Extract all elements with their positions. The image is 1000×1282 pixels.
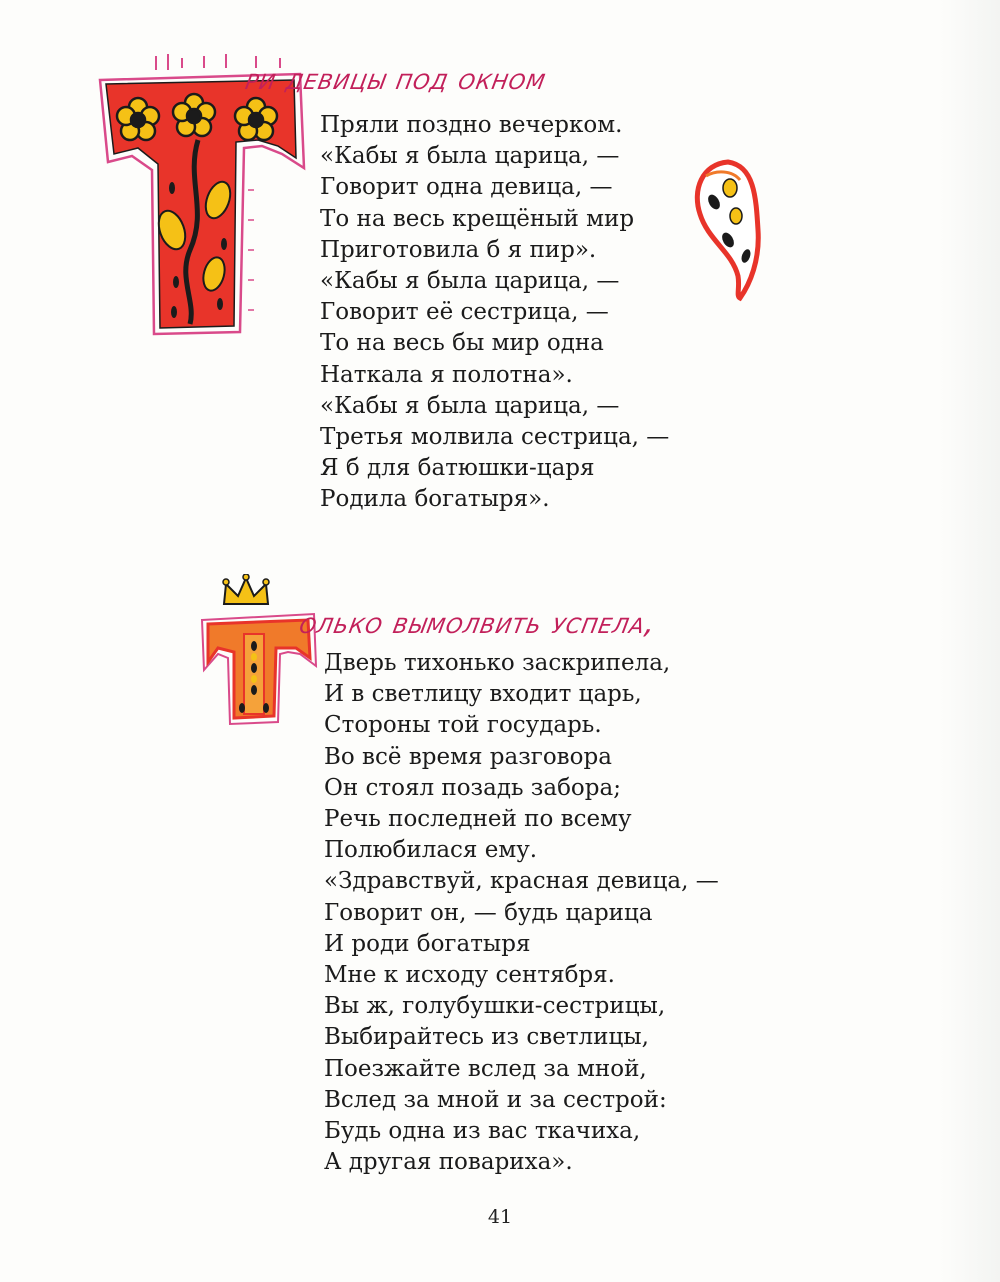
section-1-heading: ри девицы под окном [242, 62, 549, 97]
verse-line: Пряли поздно вечерком. [320, 112, 623, 138]
verse-line: Мне к исходу сентября. [324, 962, 615, 989]
verse-line: «Здравствуй, красная девица, — [324, 868, 719, 895]
paisley-ornament-icon [688, 156, 768, 302]
verse-line: «Кабы я была царица, — [320, 268, 620, 295]
verse-line: Говорит её сестрица, — [320, 299, 609, 326]
ornate-letter-T-crown-icon [196, 574, 320, 728]
verse-line: «Кабы я была царица, — [320, 392, 620, 419]
verse-line: Поезжайте вслед за мной, [324, 1055, 647, 1082]
verse-line: Вы ж, голубушки-сестрицы, [324, 993, 666, 1020]
verse-line: Я б для батюшки-царя [320, 455, 595, 482]
verse-line: Говорит одна девица, — [320, 174, 613, 201]
verse-line: Вслед за мной и за сестрой: [324, 1086, 667, 1113]
verse-line: А другая повариха». [324, 1149, 573, 1176]
verse-line: То на весь бы мир одна [320, 330, 604, 357]
verse-line: Речь последней по всему [324, 806, 632, 833]
verse-line: Выбирайтесь из светлицы, [324, 1024, 649, 1051]
verse-line: Он стоял позадь забора; [324, 774, 621, 801]
verse-line: Родила богатыря». [320, 486, 550, 513]
verse-line: Приготовила б я пир». [320, 236, 597, 263]
verse-line: Во всё время разговора [324, 743, 612, 770]
verse-line: Полюбилася ему. [324, 837, 538, 864]
verse-line: Стороны той государь. [324, 712, 602, 739]
page-number: 41 [487, 1206, 513, 1228]
verse-line: И в светлицу входит царь, [324, 681, 642, 708]
verse-line: И роди богатыря [324, 930, 531, 957]
section-2-heading: олько вымолвить успела, [296, 606, 659, 641]
stanza-1 [320, 110, 669, 516]
verse-line: Наткала я полотна». [320, 361, 573, 388]
verse-line: Говорит он, — будь царица [324, 899, 653, 926]
verse-line: Третья молвила сестрица, — [320, 424, 670, 451]
verse-line: Дверь тихонько заскрипела, [324, 650, 671, 676]
verse-line: «Кабы я была царица, — [320, 143, 620, 170]
stanza-2 [324, 648, 719, 1178]
verse-line: Будь одна из вас ткачиха, [324, 1118, 641, 1145]
verse-line: То на весь крещёный мир [320, 205, 635, 232]
